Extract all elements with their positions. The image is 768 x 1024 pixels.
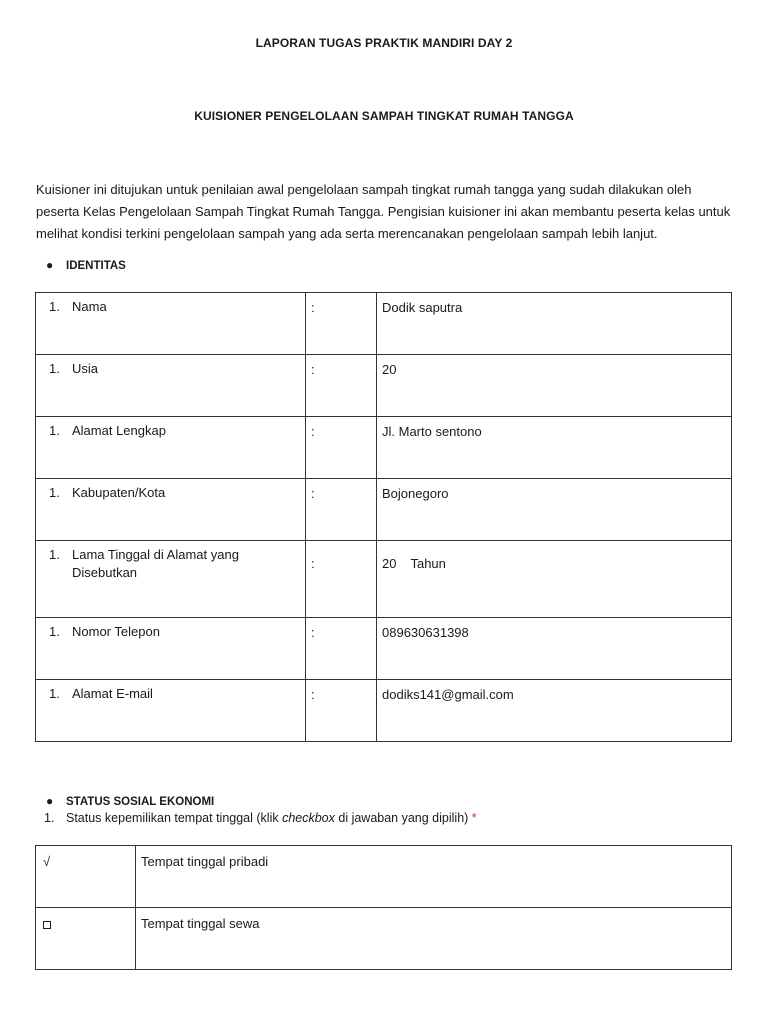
residence-duration-value[interactable] [377, 541, 731, 571]
identity-table [35, 292, 732, 742]
row-separator: : [311, 687, 315, 702]
row-label: Lama Tinggal di Alamat yang Disebutkan [72, 547, 239, 580]
question-number: 1. [44, 811, 55, 825]
row-number: 1. [49, 423, 60, 438]
city-value[interactable]: Bojonegoro [382, 486, 449, 501]
table-row [36, 618, 732, 680]
question-ownership [44, 811, 477, 825]
row-label: Nama [72, 299, 107, 314]
row-separator: : [311, 486, 315, 501]
row-number: 1. [49, 547, 60, 562]
name-value[interactable]: Dodik saputra [382, 300, 463, 315]
table-row [36, 541, 732, 618]
ownership-options-table [35, 845, 732, 970]
table-row [36, 846, 732, 908]
question-text: Status kepemilikan tempat tinggal (klik [66, 811, 283, 825]
bullet-icon: ● [46, 258, 54, 272]
row-label: Nomor Telepon [72, 624, 160, 639]
row-label: Alamat Lengkap [72, 423, 166, 438]
row-label: Usia [72, 361, 99, 376]
checkbox-checked-icon[interactable]: √ [43, 854, 51, 869]
row-label: Alamat E-mail [72, 686, 153, 701]
row-separator: : [311, 300, 315, 315]
row-separator: : [311, 362, 315, 377]
document-title: LAPORAN TUGAS PRAKTIK MANDIRI DAY 2 [255, 36, 513, 50]
option-label-rent: Tempat tinggal sewa [141, 916, 260, 931]
bullet-icon: ● [46, 794, 54, 808]
section-heading-identitas [46, 258, 126, 272]
table-row [36, 680, 732, 742]
row-number: 1. [49, 299, 60, 314]
row-separator: : [311, 556, 315, 571]
table-row [36, 417, 732, 479]
row-number: 1. [49, 686, 60, 701]
phone-value[interactable]: 089630631398 [382, 625, 469, 640]
row-separator: : [311, 424, 315, 439]
address-value[interactable]: Jl. Marto sentono [382, 424, 482, 439]
option-label-private: Tempat tinggal pribadi [141, 854, 269, 869]
document-subtitle: KUISIONER PENGELOLAAN SAMPAH TINGKAT RUMAH TANGGA [194, 109, 574, 123]
row-number: 1. [49, 361, 60, 376]
intro-paragraph: Kuisioner ini ditujukan untuk penilaian awal pengelolaan sampah tingkat rumah tangga yang sudah dilakukan oleh peserta Kelas Pengelolaan Sampah Tingkat Rumah Tangga. Pengisian kuisioner ini akan membantu peserta kelas untuk melihat kondisi terkini pengelolaan sampah yang ada serta merencanakan pengelolaan sampah lebih lanjut. [36, 182, 731, 241]
row-separator: : [311, 625, 315, 640]
age-value[interactable]: 20 [382, 362, 397, 377]
table-row [36, 908, 732, 970]
section-heading-label: IDENTITAS [66, 260, 126, 272]
table-row [36, 293, 732, 355]
table-row [36, 479, 732, 541]
section-heading-status-sosial [46, 794, 214, 808]
required-mark: * [471, 811, 477, 825]
email-value[interactable]: dodiks141@gmail.com [382, 687, 514, 702]
residence-duration-number: 20 [382, 556, 397, 571]
question-text-italic: checkbox [282, 811, 335, 825]
residence-duration-unit: Tahun [410, 556, 446, 571]
table-row [36, 355, 732, 417]
section-heading-label: STATUS SOSIAL EKONOMI [66, 796, 215, 808]
question-text-end: di jawaban yang dipilih) [334, 811, 469, 825]
checkbox-unchecked-icon[interactable] [43, 921, 51, 929]
row-number: 1. [49, 485, 60, 500]
row-number: 1. [49, 624, 60, 639]
row-label: Kabupaten/Kota [72, 485, 166, 500]
